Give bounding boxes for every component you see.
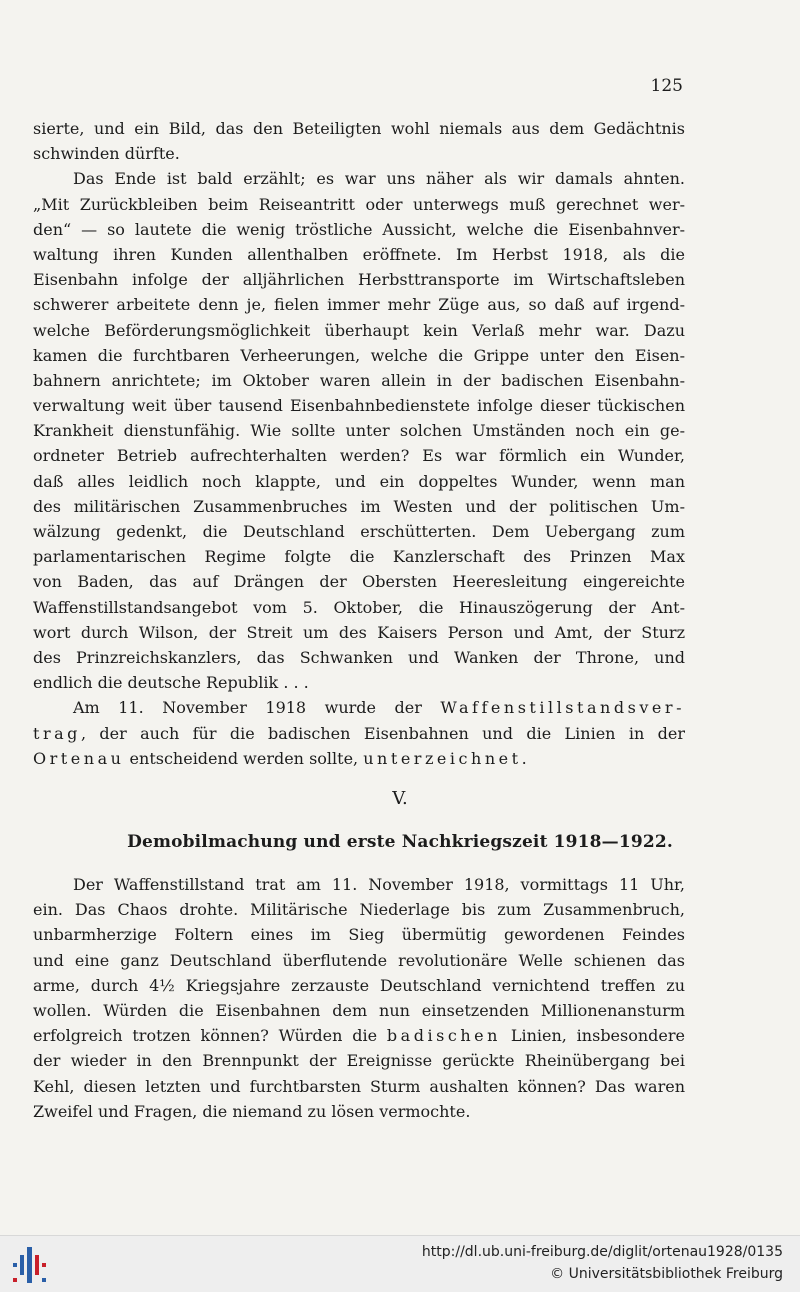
section-heading: Demobilmachung und erste Nachkriegszeit 1918—1922. [127,832,673,852]
text-line: waltung ihren Kunden allenthalben eröffnete. Im Herbst 1918, als die [33,244,685,264]
text-line: bahnern anrichtete; im Oktober waren allein in der badischen Eisenbahn- [33,370,685,390]
text-line: Das Ende ist bald erzählt; es war uns näher als wir damals ahnten. [73,169,685,189]
text-line: des militärischen Zusammenbruches im Westen und der politischen Um- [33,496,685,516]
text-line [33,1023,685,1048]
spaced-text: Ortenau [33,748,125,768]
text-line: wollen. Würden die Eisenbahnen dem nun einsetzenden Millionenansturm [33,1000,685,1020]
text-line: schwinden dürfte. [33,144,180,164]
text-line: Eisenbahn infolge der alljährlichen Herbsttransporte im Wirtschaftsleben [33,270,685,290]
text-line: kamen die furchtbaren Verheerungen, welche die Grippe unter den Eisen- [33,345,685,365]
text-line [33,746,685,771]
text-line: Zweifel und Fragen, die niemand zu lösen vermochte. [33,1101,471,1121]
text-line: des Prinzreichskanzlers, das Schwanken und Wanken der Throne, und [33,647,685,667]
text-segment: Am 11. November 1918 wurde der [73,698,441,718]
footer-bar [0,1235,800,1292]
spaced-text: Waffenstillstandsver- [440,698,685,718]
text-line: endlich die deutsche Republik . . . [33,673,309,693]
text-segment: Linien, insbesondere [501,1026,685,1046]
text-line: ein. Das Chaos drohte. Militärische Niederlage bis zum Zusammenbruch, [33,900,685,920]
text-segment: , der auch für die badischen Eisenbahnen und die Linien in der [80,723,685,743]
spaced-text: unterzeichnet [363,748,522,768]
text-segment: . [521,748,527,768]
text-line: wort durch Wilson, der Streit um des Kaisers Person und Amt, der Sturz [33,622,685,642]
text-line: „Mit Zurückbleiben beim Reiseantritt oder unterwegs muß gerechnet wer- [33,194,685,214]
text-line: ordneter Betrieb aufrechterhalten werden? Es war förmlich ein Wunder, [33,446,685,466]
text-line [33,721,685,746]
text-line: Waffenstillstandsangebot vom 5. Oktober, die Hinauszögerung der Ant- [33,597,685,617]
text-line: wälzung gedenkt, die Deutschland erschütterten. Dem Uebergang zum [33,522,685,541]
text-line: den“ — so lautete die wenig tröstliche Aussicht, welche die Eisenbahnver- [33,219,685,239]
section-number: V. [392,788,408,809]
text-segment: erfolgreich trotzen können? Würden die [33,1026,387,1046]
source-url-link[interactable]: http://dl.ub.uni-freiburg.de/diglit/ortenau1928/0135 [421,1244,783,1260]
spaced-text: trag [33,723,81,743]
text-segment: entscheidend werden sollte, [124,748,364,768]
spaced-text: badischen [386,1026,501,1046]
text-line: der wieder in den Brennpunkt der Ereignisse gerückte Rheinübergang bei [33,1051,685,1071]
text-line: unbarmherzige Foltern eines im Sieg übermütig gewordenen Feindes [33,925,685,945]
text-line: sierte, und ein Bild, das den Beteiligten wohl niemals aus dem Gedächtnis [33,119,685,138]
body-text-top [33,116,685,771]
text-line: Der Waffenstillstand trat am 11. November 1918, vormittags 11 Uhr, [73,875,685,894]
text-line: welche Beförderungsmöglichkeit überhaupt kein Verlaß mehr war. Dazu [33,320,685,340]
text-line: daß alles leidlich noch klappte, und ein doppeltes Wunder, wenn man [33,471,685,491]
text-line [33,695,685,720]
text-line: und eine ganz Deutschland überflutende revolutionäre Welle schienen das [33,950,685,970]
text-line: Krankheit dienstunfähig. Wie sollte unter solchen Umständen noch ein ge- [33,421,685,441]
library-logo-icon [10,1243,54,1287]
text-line: verwaltung weit über tausend Eisenbahnbedienstete infolge dieser tückischen [33,396,685,416]
body-text-bottom [33,872,685,1124]
text-line: Kehl, diesen letzten und furchtbarsten Sturm aushalten können? Das waren [33,1076,685,1096]
page-number: 125 [650,76,683,96]
copyright-text: © Universitätsbibliothek Freiburg [550,1266,783,1282]
text-line: von Baden, das auf Drängen der Obersten Heeresleitung eingereichte [33,572,685,592]
text-line: arme, durch 4½ Kriegsjahre zerzauste Deutschland vernichtend treffen zu [33,975,685,995]
text-line: schwerer arbeitete denn je, fielen immer mehr Züge aus, so daß auf irgend- [33,295,685,315]
text-line: parlamentarischen Regime folgte die Kanzlerschaft des Prinzen Max [33,547,685,567]
